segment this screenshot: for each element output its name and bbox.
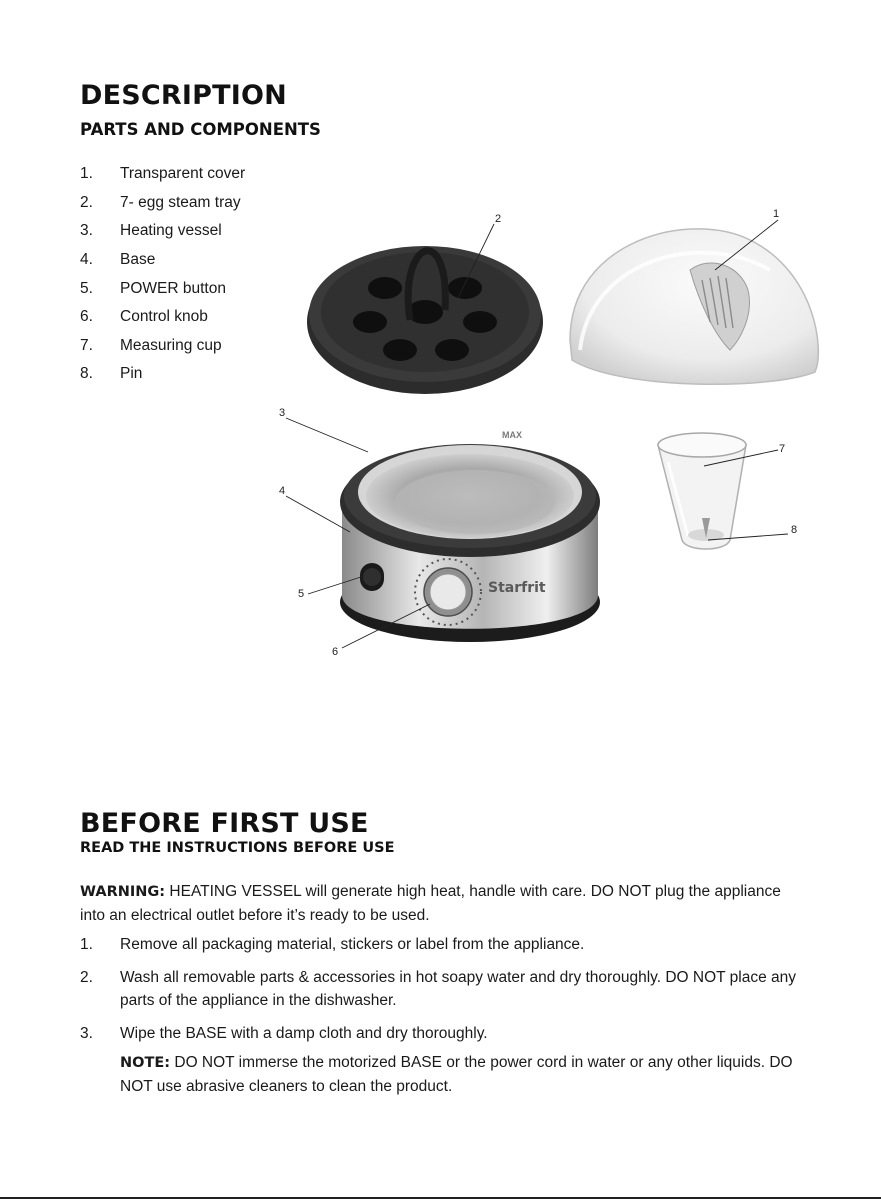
section-title-description: DESCRIPTION xyxy=(80,80,287,111)
callout-7: 7 xyxy=(779,443,786,455)
note-paragraph xyxy=(120,1051,800,1098)
transparent-cover xyxy=(570,229,818,384)
callout-1: 1 xyxy=(773,208,780,220)
note-text: DO NOT immerse the motorized BASE or the power cord in water or any other liquids. DO NOT use abrasive cleaners to clean the product. xyxy=(120,1054,793,1095)
parts-list xyxy=(80,160,245,389)
callout-2: 2 xyxy=(495,213,502,225)
callout-5: 5 xyxy=(298,588,305,600)
list-item: 3. Wipe the BASE with a damp cloth and dry thoroughly. NOTE: DO NOT immerse the motorized BASE or the power cord in water or any other liquids. DO NOT use abrasive cleaners to clean the product. xyxy=(80,1022,800,1098)
callout-4: 4 xyxy=(279,485,286,497)
section-subtitle-parts: PARTS AND COMPONENTS xyxy=(80,120,321,139)
callout-3: 3 xyxy=(279,407,286,419)
list-item: 2. 7- egg steam tray xyxy=(80,193,241,211)
egg-cooker-illustration xyxy=(270,200,830,670)
list-item: 1. Transparent cover xyxy=(80,165,246,183)
callout-6: 6 xyxy=(332,646,339,658)
list-item: 8. Pin xyxy=(80,365,143,383)
setup-steps-list xyxy=(80,933,800,1108)
cooker-base xyxy=(340,430,600,642)
measuring-cup xyxy=(658,433,746,549)
list-item: 5. POWER button xyxy=(80,279,226,297)
list-item: 4. Base xyxy=(80,251,156,269)
warning-label: WARNING: xyxy=(80,884,166,900)
warning-paragraph xyxy=(80,880,800,927)
list-item: 3. Heating vessel xyxy=(80,222,222,240)
list-item: 2. Wash all removable parts & accessories in hot soapy water and dry thoroughly. DO NOT place any parts of the appliance in the dishwasher. xyxy=(80,969,796,1009)
steam-tray xyxy=(307,246,543,394)
page-bottom-rule xyxy=(0,1197,881,1199)
section-title-before-first-use: BEFORE FIRST USE xyxy=(80,808,369,839)
product-parts-figure xyxy=(270,200,830,675)
warning-text: HEATING VESSEL will generate high heat, handle with care. DO NOT plug the appliance into an electrical outlet before it’s ready to be used. xyxy=(80,883,781,924)
list-item: 7. Measuring cup xyxy=(80,336,222,354)
brand-logo: Starfrit xyxy=(488,580,546,596)
callout-8: 8 xyxy=(791,524,798,536)
note-label: NOTE: xyxy=(120,1055,171,1071)
list-item: 6. Control knob xyxy=(80,308,208,326)
max-mark: MAX xyxy=(502,430,522,440)
list-item: 1. Remove all packaging material, stickers or label from the appliance. xyxy=(80,936,585,953)
section-subtitle-read-instructions: READ THE INSTRUCTIONS BEFORE USE xyxy=(80,840,395,856)
